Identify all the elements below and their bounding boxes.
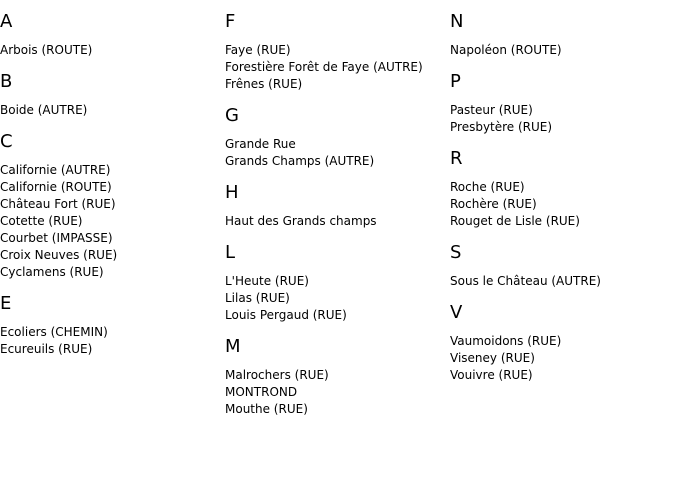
street-list (225, 367, 450, 418)
letter-group-v (450, 303, 675, 384)
street-list (450, 333, 675, 384)
letter-heading: H (225, 182, 239, 203)
street-list (450, 102, 675, 136)
index-column-2 (225, 0, 450, 431)
letter-heading: E (0, 293, 12, 314)
street-item: Ecoliers (CHEMIN) (0, 325, 108, 339)
street-item: Rouget de Lisle (RUE) (450, 214, 580, 228)
street-item: Vaumoidons (RUE) (450, 334, 562, 348)
letter-heading: G (225, 105, 239, 126)
letter-heading: L (225, 242, 236, 263)
letter-group-g (225, 106, 450, 170)
street-item: Boide (AUTRE) (0, 103, 88, 117)
street-item: Frênes (RUE) (225, 77, 303, 91)
letter-group-m (225, 337, 450, 418)
index-column-1 (0, 0, 225, 371)
street-list (225, 42, 450, 93)
letter-group-b (0, 72, 225, 119)
street-list (225, 273, 450, 324)
street-list (450, 273, 675, 290)
street-item: Croix Neuves (RUE) (0, 248, 118, 262)
letter-heading: S (450, 242, 462, 263)
street-item: Forestière Forêt de Faye (AUTRE) (225, 60, 423, 74)
letter-group-l (225, 243, 450, 324)
letter-group-s (450, 243, 675, 290)
street-list (0, 324, 225, 358)
street-item: Cotette (RUE) (0, 214, 83, 228)
index-column-3 (450, 0, 675, 397)
street-list (225, 213, 450, 230)
letter-heading: M (225, 336, 241, 357)
letter-group-e (0, 294, 225, 358)
street-item: Presbytère (RUE) (450, 120, 553, 134)
letter-group-f (225, 12, 450, 93)
letter-heading: B (0, 71, 13, 92)
street-item: Grande Rue (225, 137, 296, 151)
letter-heading: C (0, 131, 13, 152)
letter-group-c (0, 132, 225, 281)
street-item: L'Heute (RUE) (225, 274, 309, 288)
letter-heading: F (225, 11, 236, 32)
street-item: Haut des Grands champs (225, 214, 377, 228)
street-item: Cyclamens (RUE) (0, 265, 104, 279)
street-item: Lilas (RUE) (225, 291, 290, 305)
letter-group-n (450, 12, 675, 59)
street-item: Louis Pergaud (RUE) (225, 308, 347, 322)
street-item: Courbet (IMPASSE) (0, 231, 113, 245)
letter-group-h (225, 183, 450, 230)
letter-group-a (0, 12, 225, 59)
street-item: Vouivre (RUE) (450, 368, 533, 382)
street-list (450, 42, 675, 59)
street-item: Ecureuils (RUE) (0, 342, 93, 356)
street-list (0, 102, 225, 119)
street-list (450, 179, 675, 230)
street-item: Château Fort (RUE) (0, 197, 116, 211)
street-item: MONTROND (225, 385, 298, 399)
letter-heading: N (450, 11, 464, 32)
letter-heading: R (450, 148, 463, 169)
street-item: Californie (AUTRE) (0, 163, 111, 177)
letter-group-p (450, 72, 675, 136)
letter-heading: A (0, 11, 13, 32)
street-item: Viseney (RUE) (450, 351, 535, 365)
letter-group-r (450, 149, 675, 230)
street-item: Pasteur (RUE) (450, 103, 533, 117)
street-item: Rochère (RUE) (450, 197, 537, 211)
street-item: Napoléon (ROUTE) (450, 43, 562, 57)
street-item: Mouthe (RUE) (225, 402, 308, 416)
letter-heading: V (450, 302, 463, 323)
street-item: Roche (RUE) (450, 180, 525, 194)
letter-heading: P (450, 71, 461, 92)
street-item: Grands Champs (AUTRE) (225, 154, 375, 168)
street-item: Faye (RUE) (225, 43, 291, 57)
street-item: Arbois (ROUTE) (0, 43, 93, 57)
street-item: Californie (ROUTE) (0, 180, 112, 194)
street-list (0, 162, 225, 281)
street-list (225, 136, 450, 170)
street-item: Sous le Château (AUTRE) (450, 274, 601, 288)
street-item: Malrochers (RUE) (225, 368, 329, 382)
street-list (0, 42, 225, 59)
